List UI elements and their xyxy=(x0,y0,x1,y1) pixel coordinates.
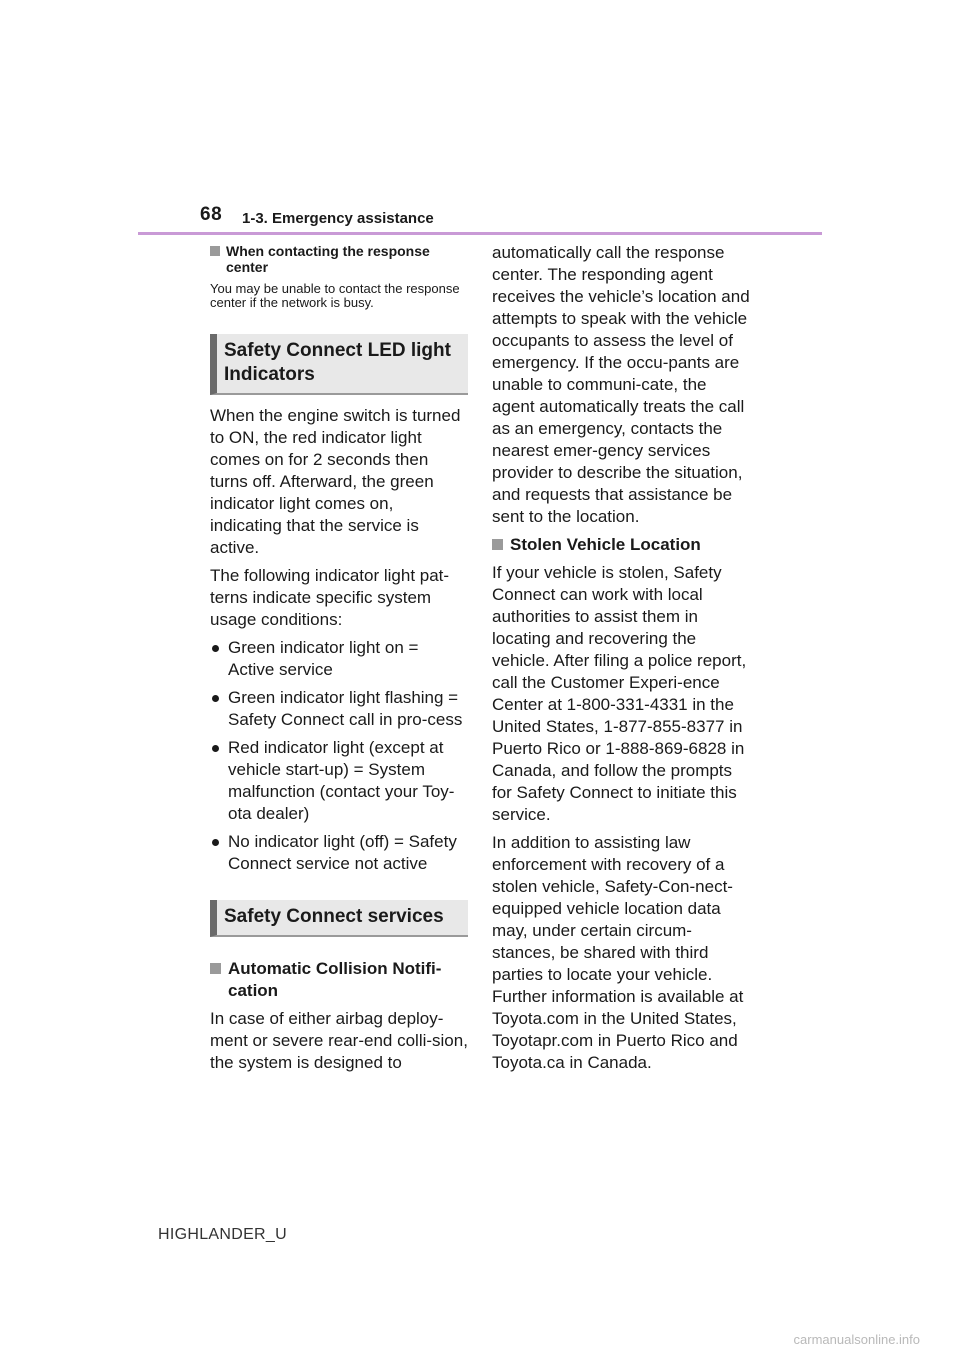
bullet-dot-icon xyxy=(212,645,219,652)
section-title: 1-3. Emergency assistance xyxy=(242,210,434,227)
square-bullet-icon xyxy=(210,246,220,256)
bullet-dot-icon xyxy=(212,839,219,846)
left-column xyxy=(210,243,468,1074)
acn-paragraph-continued: automatically call the response center. The responding agent receives the vehicle’s location and attempts to speak with the vehicle occupants to assess the level of emergency. If the occu-pants are unable to communi-cate, the agent automatically treats the call as an emergency, contacts the nearest emer-gency services provider to describe the situation, and requests that assistance be sent to the location. xyxy=(492,243,750,526)
svl-paragraph-2: In addition to assisting law enforcement with recovery of a stolen vehicle, Safety-Con-nect-equipped vehicle location data may, under certain circum-stances, be shared with third parties to locate your vehicle. Further information is available at Toyota.com in the United States, Toyotapr.com in Puerto Rico and Toyota.ca in Canada. xyxy=(492,833,744,1072)
right-column xyxy=(492,242,750,1074)
svl-paragraph-1: If your vehicle is stolen, Safety Connect can work with local authorities to assist them in locating and recovering the vehicle. After filing a police report, call the Customer Experi-ence Center at 1-800-331-4331 in the United States, 1-877-855-8377 in Puerto Rico or 1-888-869-6828 in Canada, and follow the prompts for Safety Connect to initiate this service. xyxy=(492,563,747,824)
bullet-dot-icon xyxy=(212,695,219,702)
list-item: No indicator light (off) = Safety Connect service not active xyxy=(210,831,468,875)
square-bullet-icon xyxy=(492,539,503,550)
bullet-dot-icon xyxy=(212,745,219,752)
acn-paragraph: In case of either airbag deploy-ment or severe rear-end colli-sion, the system is designed to xyxy=(210,1009,468,1072)
list-item: Red indicator light (except at vehicle start-up) = System malfunction (contact your Toy-ota dealer) xyxy=(210,737,468,825)
led-paragraph-2: The following indicator light pat-terns indicate specific system usage conditions: xyxy=(210,566,450,629)
square-bullet-icon xyxy=(210,963,221,974)
contact-subheading: When contacting the response center xyxy=(210,243,468,275)
page-number: 68 xyxy=(200,204,223,225)
model-footer: HIGHLANDER_U xyxy=(158,1226,287,1243)
header-rule xyxy=(138,232,822,235)
services-section-heading: Safety Connect services xyxy=(210,900,468,937)
acn-subheading: Automatic Collision Notifi-cation xyxy=(210,958,468,1002)
list-item: Green indicator light flashing = Safety Connect call in pro-cess xyxy=(210,687,468,731)
led-paragraph-1: When the engine switch is turned to ON, the red indicator light comes on for 2 seconds then turns off. Afterward, the green indicator light comes on, indicating that the service is active. xyxy=(210,406,461,557)
contact-note: You may be unable to contact the response center if the network is busy. xyxy=(210,281,460,310)
led-section-heading: Safety Connect LED light Indicators xyxy=(210,334,468,395)
list-item: Green indicator light on = Active service xyxy=(210,637,468,681)
watermark: carmanualsonline.info xyxy=(793,1332,920,1347)
svl-subheading: Stolen Vehicle Location xyxy=(492,534,750,556)
